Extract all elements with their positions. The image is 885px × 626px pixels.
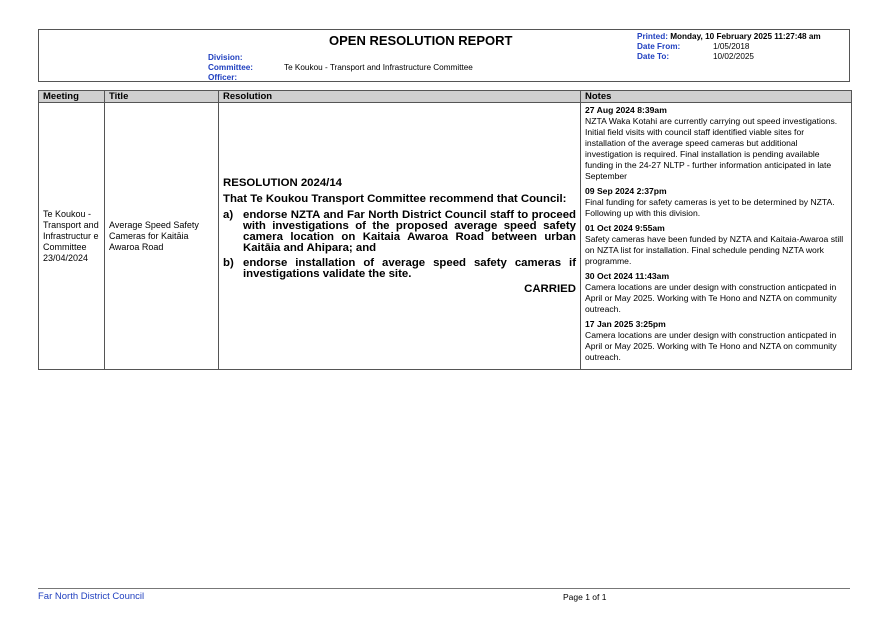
notes-cell [581, 103, 852, 370]
resolution-item [223, 258, 576, 280]
footer-page-number: Page 1 of 1 [563, 592, 607, 602]
note-entry [585, 271, 847, 315]
date-from-row [637, 42, 847, 52]
note-text: Safety cameras have been funded by NZTA and Kaitaia-Awaroa still on NZTA list for installation. Final schedule pending NZTA work programme. [585, 234, 844, 266]
column-header-notes: Notes [581, 91, 852, 103]
committee-row [208, 63, 473, 73]
resolution-cell [219, 103, 581, 370]
printed-label: Printed: [637, 32, 668, 41]
resolution-item-text: endorse installation of average speed safety cameras if investigations validate the site. [243, 256, 576, 280]
column-header-resolution: Resolution [219, 91, 581, 103]
meeting-cell: Te Koukou - Transport and Infrastructur e Committee 23/04/2024 [39, 103, 105, 370]
resolution-item-text: endorse NZTA and Far North District Council staff to proceed with investigations of the proposed average speed safety camera location on Kaitaia Awaroa Road between urban Kaitāia and Ahipara; and [243, 208, 576, 254]
date-to-row [637, 52, 847, 62]
footer-divider [38, 588, 850, 589]
date-from-label: Date From: [637, 42, 681, 51]
resolution-item-marker: a) [223, 208, 234, 221]
date-to-label: Date To: [637, 52, 670, 61]
printed-row [637, 32, 847, 42]
report-header [38, 29, 850, 82]
note-entry [585, 319, 847, 363]
resolution-outcome: CARRIED [524, 282, 576, 295]
officer-label: Officer: [208, 73, 238, 82]
report-title: OPEN RESOLUTION REPORT [329, 33, 513, 48]
division-row [208, 53, 473, 63]
resolution-item-marker: b) [223, 256, 234, 269]
note-text: Camera locations are under design with construction anticpated in April or May 2025. Working with Te Hono and NZTA on community outreach. [585, 330, 837, 362]
column-header-meeting: Meeting [39, 91, 105, 103]
note-text: Camera locations are under design with construction anticpated in April or May 2025. Working with Te Hono and NZTA on community outreach. [585, 282, 837, 314]
resolution-heading: RESOLUTION 2024/14 [223, 176, 343, 189]
resolution-item [223, 210, 576, 254]
printed-value: Monday, 10 February 2025 11:27:48 am [670, 32, 821, 41]
note-date: 01 Oct 2024 9:55am [585, 223, 665, 233]
committee-value: Te Koukou - Transport and Infrastructure Committee [284, 63, 473, 72]
committee-label: Committee: [208, 63, 254, 72]
date-to-value: 10/02/2025 [713, 52, 754, 61]
title-cell: Average Speed Safety Cameras for Kaitāia Awaroa Road [105, 103, 219, 370]
report-filters-right [637, 32, 847, 62]
table-row [39, 103, 852, 370]
note-date: 09 Sep 2024 2:37pm [585, 186, 667, 196]
division-label: Division: [208, 53, 243, 62]
note-date: 27 Aug 2024 8:39am [585, 105, 667, 115]
note-entry [585, 186, 847, 219]
note-text: NZTA Waka Kotahi are currently carrying out speed investigations. Initial field visits with council staff identified viable sites for installation of the average speed cameras but additional investigation is required. Final installation is pending available funding in the 24-27 NLTP - further information anticipated in late September [585, 116, 838, 181]
table-header-row [39, 91, 852, 103]
date-from-value: 1/05/2018 [713, 42, 750, 51]
footer-organization: Far North District Council [38, 591, 145, 602]
note-entry [585, 105, 847, 182]
report-filters-left [208, 53, 473, 83]
resolution-intro: That Te Koukou Transport Committee recommend that Council: [223, 192, 567, 205]
column-header-title: Title [105, 91, 219, 103]
note-date: 17 Jan 2025 3:25pm [585, 319, 666, 329]
resolution-table [38, 90, 852, 370]
note-date: 30 Oct 2024 11:43am [585, 271, 670, 281]
note-text: Final funding for safety cameras is yet to be determined by NZTA. Following up with this division. [585, 197, 835, 218]
note-entry [585, 223, 847, 267]
officer-row [208, 73, 473, 83]
